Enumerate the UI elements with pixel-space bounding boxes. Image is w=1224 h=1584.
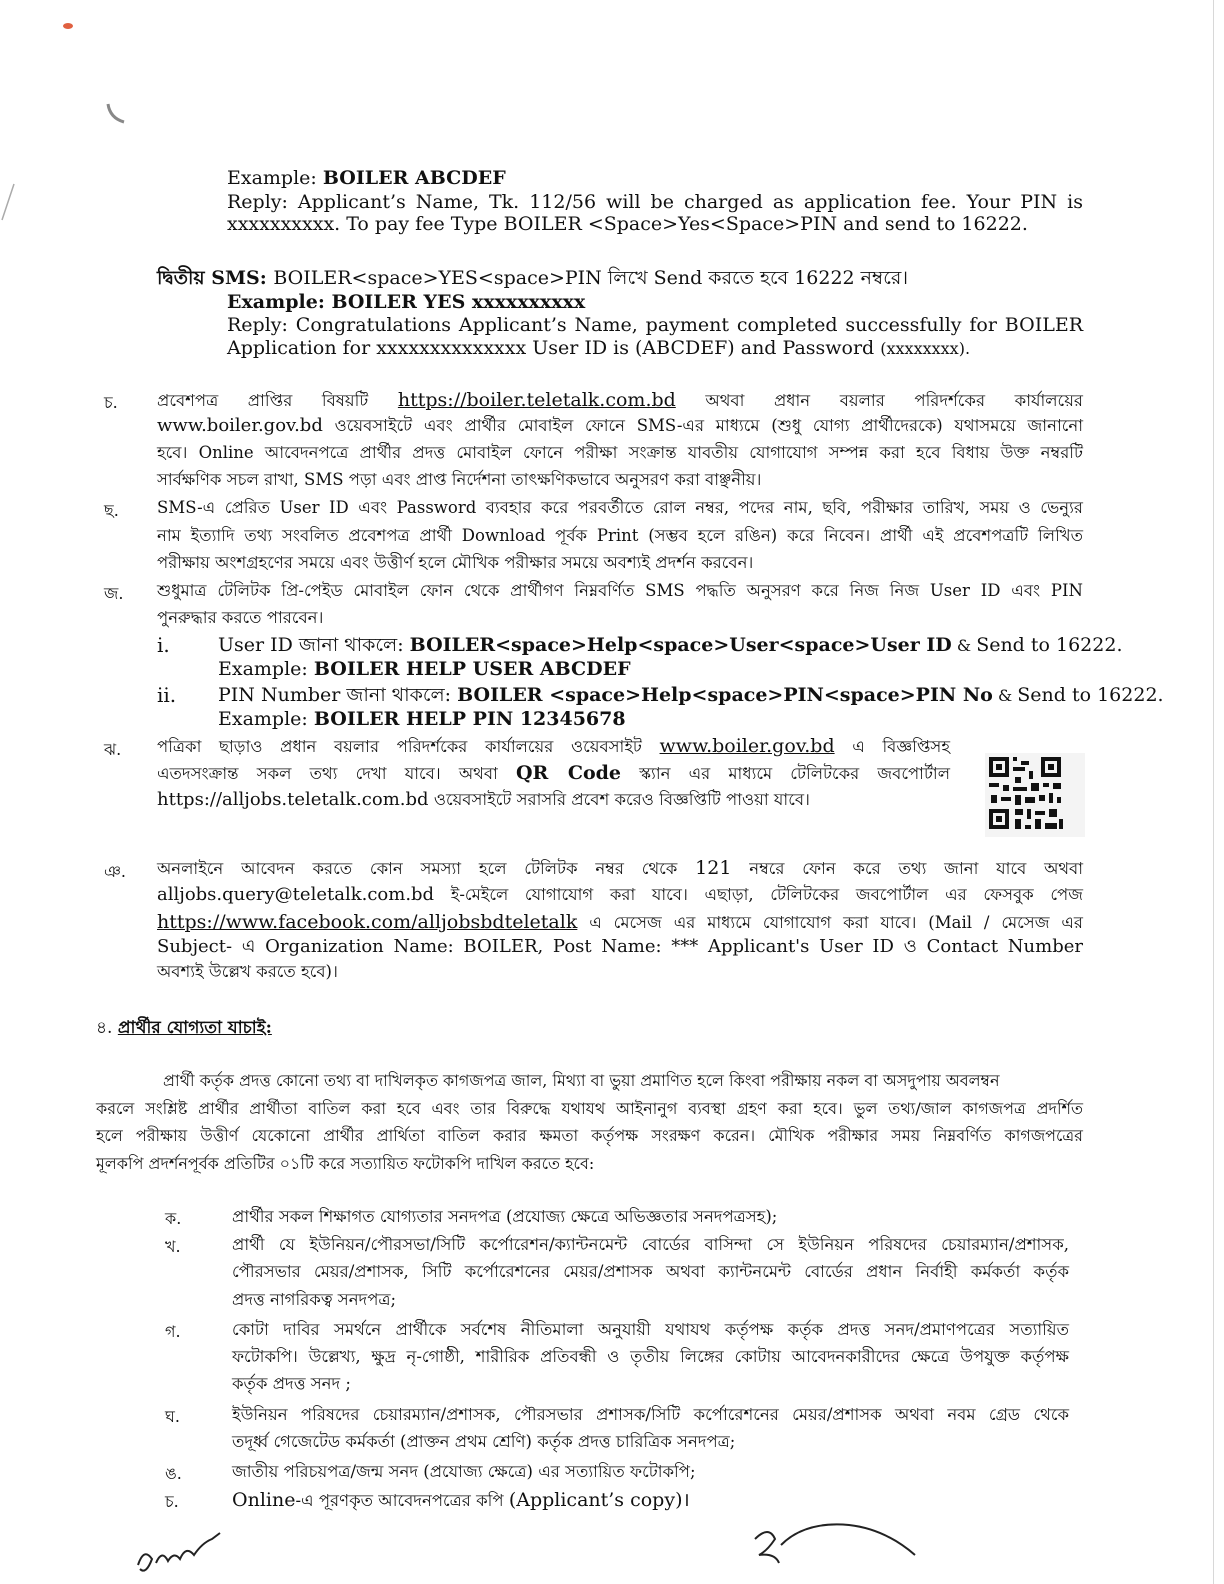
second-sms-reply-1: Reply: Congratulations Applicant’s Name, payment completed successfully for BOILER (227, 314, 1083, 336)
scan-edge-mark (0, 180, 20, 230)
section-4-para-line-1: প্রার্থী কর্তৃক প্রদত্ত কোনো তথ্য বা দাখিলকৃত কাগজপত্র জাল, মিথ্যা বা ভুয়া প্রমাণিত হলে কিংবা পরীক্ষায় নকল বা অসদুপায় অবলম্বন (163, 1071, 1000, 1090)
item-jha-line-2: এতদসংক্রান্ত সকল তথ্য দেখা যাবে। অথবা QR Code স্ক্যান এর মাধ্যমে টেলিটকের জবপোর্টাল (157, 762, 951, 784)
doc-kha-line-1: প্রার্থী যে ইউনিয়ন/পৌরসভা/সিটি কর্পোরেশন/ক্যান্টনমেন্ট বোর্ডের বাসিন্দা সে ইউনিয়ন পরিষদের চেয়ারম্যান/প্রশাসক, (232, 1235, 1069, 1254)
doc-gha-line-2: তদূর্ধ্ব গেজেটেড কর্মকর্তা (প্রাক্তন প্রথম শ্রেণি) কর্তৃক প্রদত্ত চারিত্রিক সনদপত্র; (232, 1432, 736, 1451)
item-ja-line-2: পুনরুদ্ধার করতে পারবেন। (157, 608, 324, 627)
item-ja-line-1: শুধুমাত্র টেলিটক প্রি-পেইড মোবাইল ফোন থেকে প্রার্থীগণ নিম্নবর্ণিত SMS পদ্ধতি অনুসরণ করে নিজ নিজ User ID এবং PIN (157, 581, 1083, 600)
item-chha-line-3: পরীক্ষায় অংশগ্রহণের সময়ে এবং উত্তীর্ণ হলে মৌখিক পরীক্ষার সময়ে অবশ্যই প্রদর্শন করবেন। (157, 553, 754, 572)
doc-marker-ka: ক. (165, 1209, 182, 1228)
section-4-para-line-2: করলে সংশ্লিষ্ট প্রার্থীর প্রার্থীতা বাতিল করা হবে এবং তার বিরুদ্ধে যথাযথ আইনানুগ ব্যবস্থা গ্রহণ করা হবে। ভুল তথ্য/জাল কাগজপত্র প্রদর্শিত (96, 1099, 1083, 1118)
item-nya-line-5: অবশ্যই উল্লেখ করতে হবে)। (157, 962, 338, 981)
item-nya-line-3: https://www.facebook.com/alljobsbdteletalk এ মেসেজ এর মাধ্যমে যোগাযোগ করা যাবে। (Mail / মেসেজ এর (157, 911, 1083, 933)
item-cha-line-1: প্রবেশপত্র প্রাপ্তির বিষয়টি https://boiler.teletalk.com.bd অথবা প্রধান বয়লার পরিদর্শকের কার্যালয়ের (157, 389, 1083, 411)
qr-code-icon[interactable] (985, 753, 1085, 837)
doc-marker-gha: ঘ. (165, 1407, 180, 1426)
reply-line-1: Reply: Applicant’s Name, Tk. 112/56 will be charged as application fee. Your PIN is (227, 191, 1083, 213)
item-marker-chha: ছ. (104, 501, 119, 520)
item-chha-line-1: SMS-এ প্রেরিত User ID এবং Password ব্যবহার করে পরবর্তীতে রোল নম্বর, পদের নাম, ছবি, পরীক্ষার তারিখ, সময় ও ভেন্যুর (157, 498, 1083, 517)
doc-umo-line-1: জাতীয় পরিচয়পত্র/জন্ম সনদ (প্রযোজ্য ক্ষেত্রে) এর সত্যায়িত ফটোকপি; (232, 1462, 696, 1481)
section-4-para-line-3: হলে পরীক্ষায় উত্তীর্ণ যেকোনো প্রার্থীর প্রার্থিতা বাতিল করার ক্ষমতা কর্তৃপক্ষ সংরক্ষণ করেন। মৌখিক পরীক্ষার সময় নিম্নবর্ণিত কাগজপত্রের (96, 1126, 1083, 1145)
doc-ga-line-2: ফটোকপি। উল্লেখ্য, ক্ষুদ্র নৃ-গোষ্ঠী, শারীরিক প্রতিবন্ধী ও তৃতীয় লিঙ্গের কোটায় আবেদনকারীদের ক্ষেত্রে উপযুক্ত কর্তৃপক্ষ (232, 1347, 1069, 1366)
item-cha-line-2: www.boiler.gov.bd ওয়েবসাইটে এবং প্রার্থীর মোবাইল ফোনে SMS-এর মাধ্যমে (শুধু যোগ্য প্রার্থীদেরকে) যথাসময়ে জানানো (157, 415, 1083, 436)
section-4-para-line-4: মূলকপি প্রদর্শনপূর্বক প্রতিটির ০১টি করে সত্যায়িত ফটোকপি দাখিল করতে হবে: (96, 1154, 595, 1173)
doc-cha-line-1: Online-এ পূরণকৃত আবেদনপত্রের কপি (Applicant’s copy)। (232, 1489, 690, 1511)
item-marker-jha: ঝ. (104, 740, 122, 759)
item-jha-line-1: পত্রিকা ছাড়াও প্রধান বয়লার পরিদর্শকের কার্যালয়ের ওয়েবসাইট www.boiler.gov.bd এ বিজ্ঞপ্তিসহ (157, 735, 950, 757)
second-sms-example: Example: BOILER YES xxxxxxxxxx (227, 291, 586, 313)
example-line-1: Example: BOILER ABCDEF (227, 167, 506, 189)
item-marker-cha: চ. (104, 393, 118, 412)
doc-marker-kha: খ. (165, 1237, 181, 1256)
item-marker-ja: জ. (104, 584, 124, 603)
doc-ga-line-1: কোটা দাবির সমর্থনে প্রার্থীকে সর্বশেষ নীতিমালা অনুযায়ী যথাযথ কর্তৃপক্ষ কর্তৃক প্রদত্ত সনদ/প্রমাণপত্রের সত্যায়িত (232, 1320, 1069, 1339)
doc-gha-line-1: ইউনিয়ন পরিষদের চেয়ারম্যান/প্রশাসক, পৌরসভার প্রশাসক/সিটি কর্পোরেশনের মেয়র/প্রশাসক অথবা নবম গ্রেড থেকে (232, 1405, 1069, 1424)
doc-kha-line-3: প্রদত্ত নাগরিকত্ব সনদপত্র; (232, 1290, 397, 1309)
signature-right (745, 1515, 925, 1580)
sub-item-ii-line-1: PIN Number জানা থাকলে: BOILER <space>Help<space>PIN<space>PIN No & Send to 16222. (218, 684, 1164, 706)
item-nya-line-1: অনলাইনে আবেদন করতে কোন সমস্যা হলে টেলিটক নম্বর থেকে 121 নম্বরে ফোন করে তথ্য জানা যাবে অথবা (157, 857, 1084, 879)
section-4-heading: ৪. প্রার্থীর যোগ্যতা যাচাই: (96, 1018, 272, 1038)
item-nya-line-4: Subject- এ Organization Name: BOILER, Post Name: *** Applicant's User ID ও Contact Number (157, 936, 1083, 957)
second-sms-reply-2: Application for xxxxxxxxxxxxxx User ID is (ABCDEF) and Password (xxxxxxxx). (227, 337, 971, 359)
item-jha-line-3: https://alljobs.teletalk.com.bd ওয়েবসাইটে সরাসরি প্রবেশ করেও বিজ্ঞপ্তিটি পাওয়া যাবে। (157, 789, 810, 810)
sub-item-i-line-2: Example: BOILER HELP USER ABCDEF (218, 658, 631, 680)
scan-smudge (60, 18, 80, 32)
boiler-gov-link[interactable]: www.boiler.gov.bd (659, 735, 835, 757)
sub-marker-ii: ii. (157, 683, 177, 707)
scan-edge (1213, 0, 1214, 1584)
sub-marker-i: i. (157, 633, 170, 657)
item-chha-line-2: নাম ইত্যাদি তথ্য সংবলিত প্রবেশপত্র প্রার্থী Download পূর্বক Print (সম্ভব হলে রঙিন) করে নিবেন। প্রার্থী এই প্রবেশপত্রটি লিখিত (157, 526, 1083, 545)
scan-mark (100, 100, 140, 130)
doc-ka-line-1: প্রার্থীর সকল শিক্ষাগত যোগ্যতার সনদপত্র (প্রযোজ্য ক্ষেত্রে অভিজ্ঞতার সনদপত্রসহ); (232, 1207, 778, 1226)
boiler-teletalk-link[interactable]: https://boiler.teletalk.com.bd (397, 389, 676, 411)
signature-left (128, 1525, 238, 1580)
reply-line-2: xxxxxxxxxx. To pay fee Type BOILER <Space>Yes<Space>PIN and send to 16222. (227, 213, 1028, 235)
sub-item-ii-line-2: Example: BOILER HELP PIN 12345678 (218, 708, 626, 730)
doc-ga-line-3: কর্তৃক প্রদত্ত সনদ ; (232, 1374, 351, 1393)
doc-marker-umo: ঙ. (165, 1464, 182, 1483)
sub-item-i-line-1: User ID জানা থাকলে: BOILER<space>Help<space>User<space>User ID & Send to 16222. (218, 634, 1123, 656)
item-nya-line-2: alljobs.query@teletalk.com.bd ই-মেইলে যোগাযোগ করা যাবে। এছাড়া, টেলিটকের জবপোর্টাল এর ফেসবুক পেজ (157, 884, 1083, 905)
item-cha-line-4: সার্বক্ষণিক সচল রাখা, SMS পড়া এবং প্রাপ্ত নির্দেশনা তাৎক্ষণিকভাবে অনুসরণ করা বাঞ্ছনীয়। (157, 470, 762, 489)
doc-marker-ga: গ. (165, 1322, 181, 1341)
facebook-link[interactable]: https://www.facebook.com/alljobsbdteletalk (157, 911, 578, 933)
doc-kha-line-2: পৌরসভার মেয়র/প্রশাসক, সিটি কর্পোরেশনের মেয়র/প্রশাসক অথবা ক্যান্টনমেন্ট বোর্ডের প্রধান নির্বাহী কর্মকর্তা কর্তৃক (232, 1262, 1069, 1281)
doc-marker-cha: চ. (165, 1492, 179, 1511)
item-cha-line-3: হবে। Online আবেদনপত্রে প্রার্থীর প্রদত্ত মোবাইল ফোনে পরীক্ষা সংক্রান্ত যাবতীয় যোগাযোগ সম্পন্ন করা হবে বিধায় উক্ত নম্বরটি (157, 443, 1083, 462)
item-marker-nya: ঞ. (104, 862, 126, 881)
second-sms-heading: দ্বিতীয় SMS: BOILER<space>YES<space>PIN লিখে Send করতে হবে 16222 নম্বরে। (157, 267, 909, 289)
